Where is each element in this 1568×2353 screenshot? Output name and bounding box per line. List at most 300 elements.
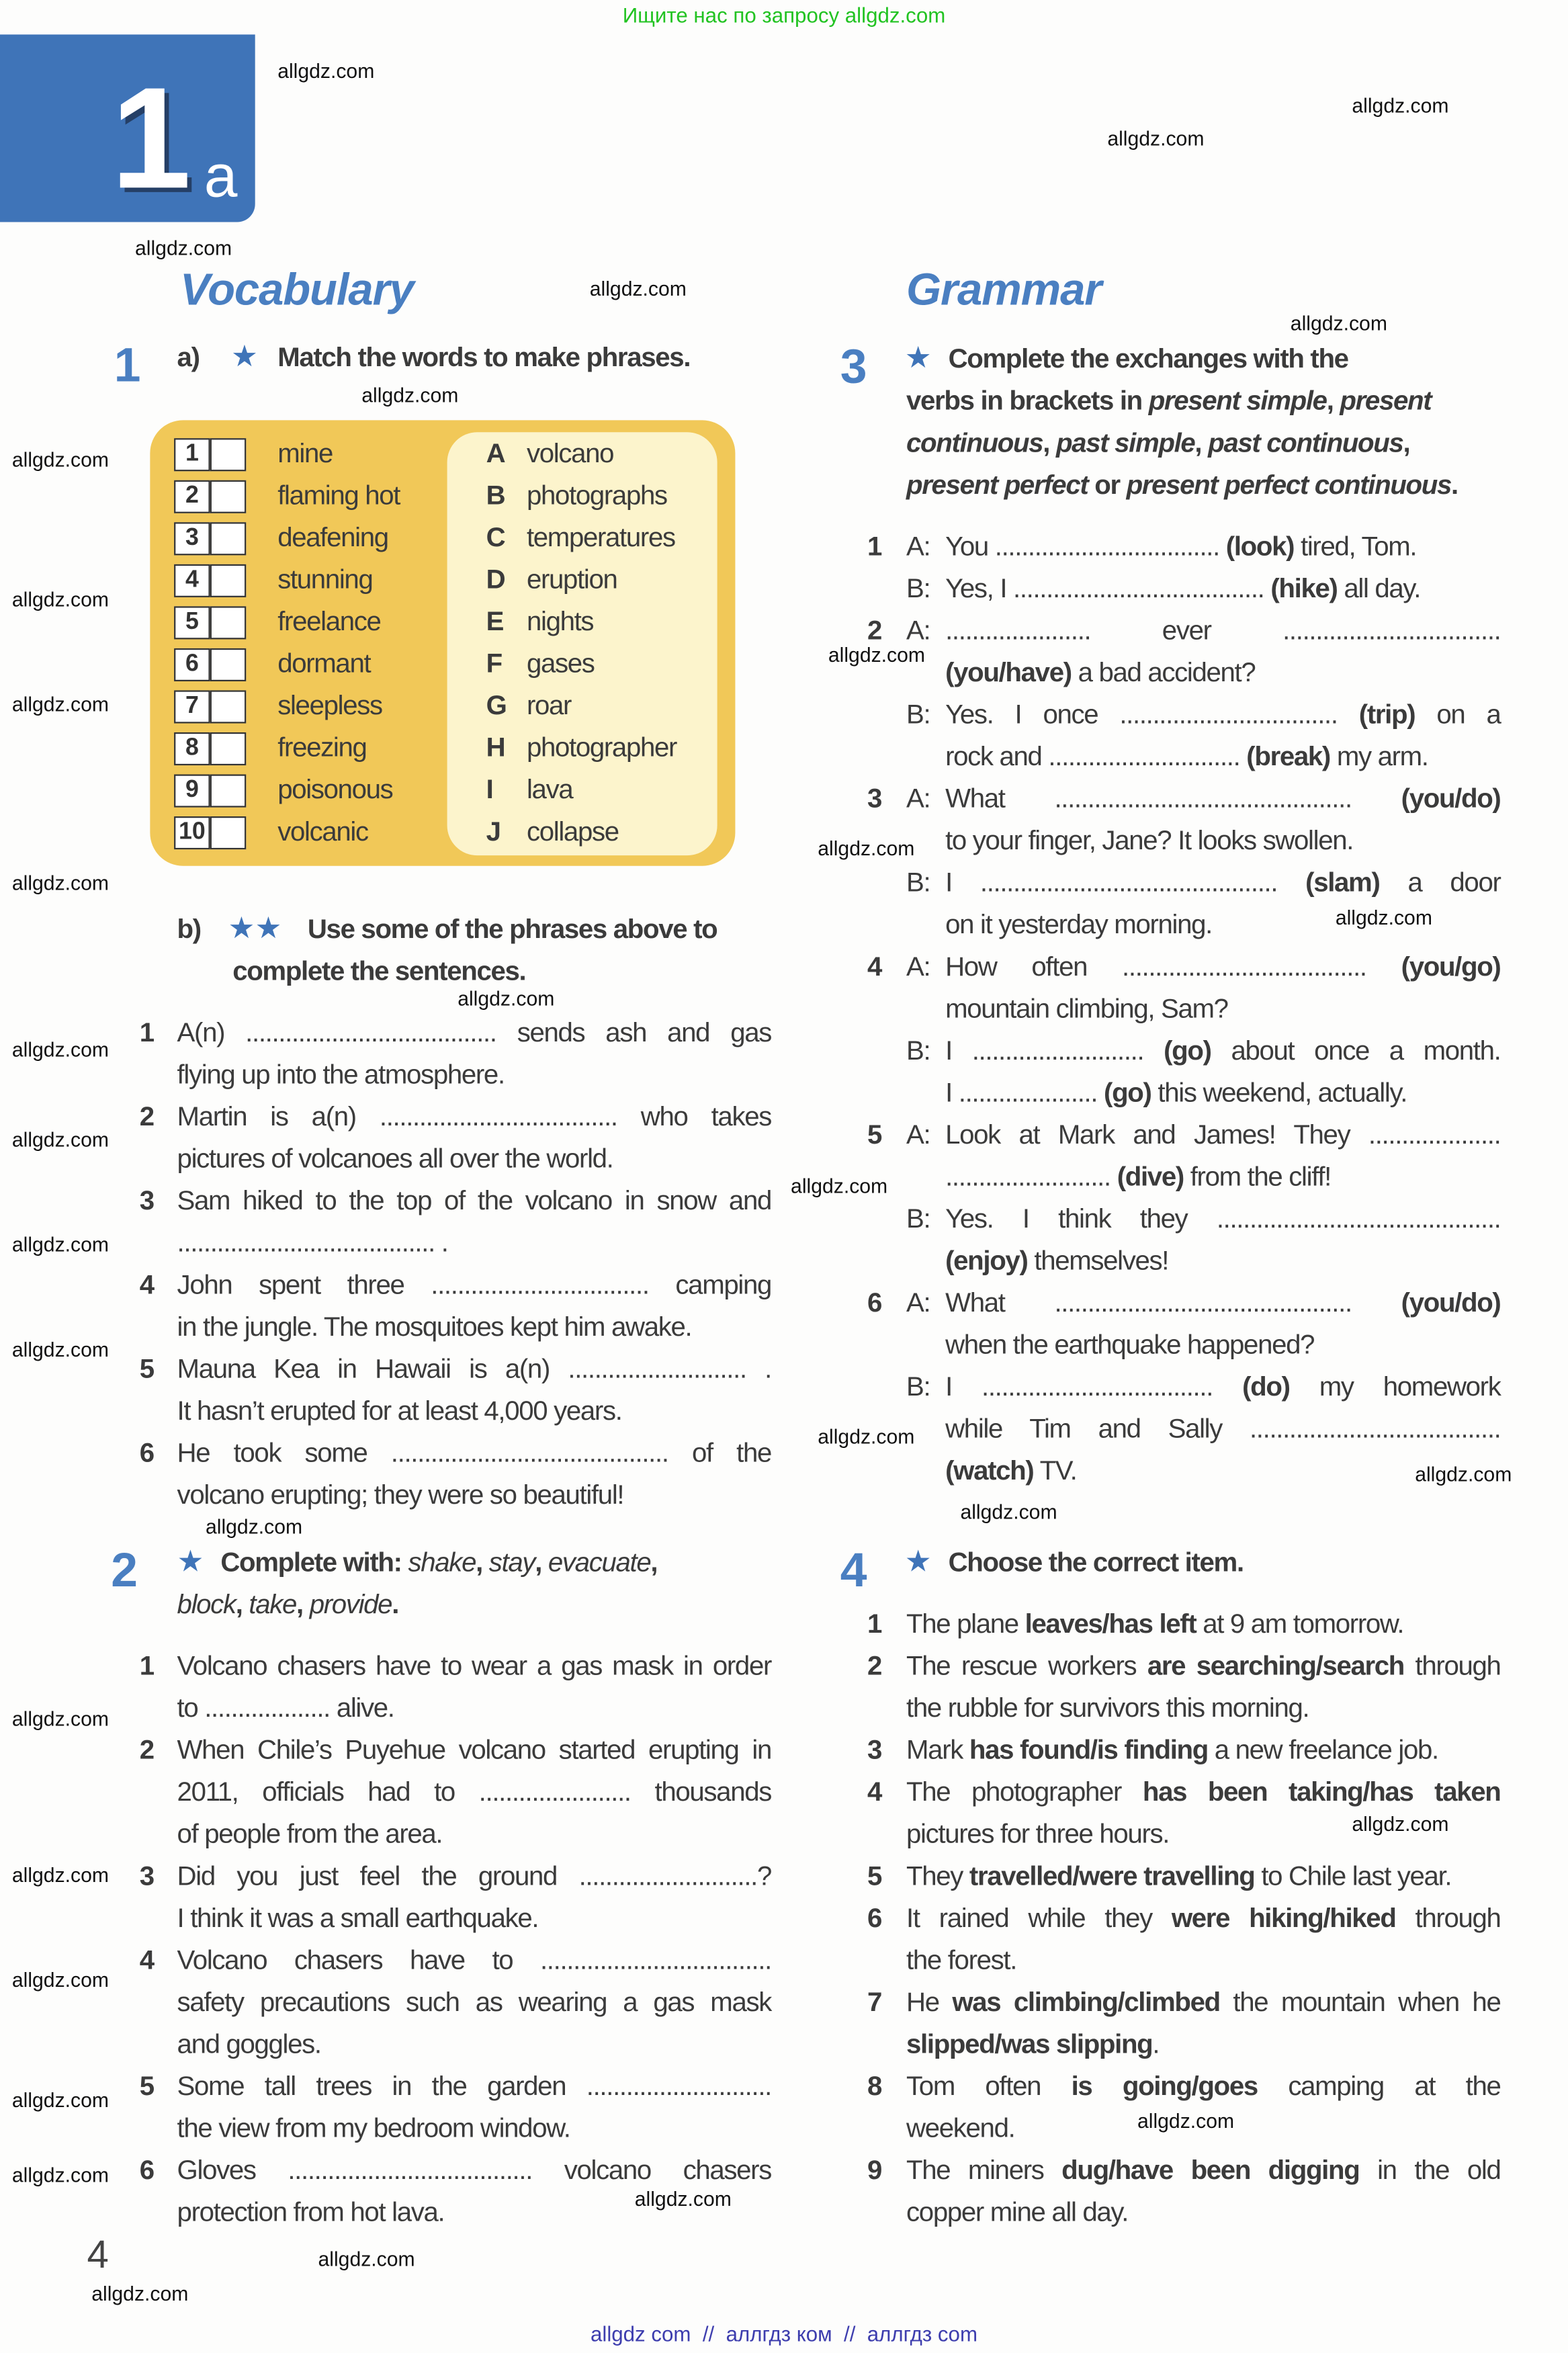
item-number-box: 9 <box>174 774 210 807</box>
emphasis-text: (trip) <box>1358 699 1415 730</box>
sentence-line <box>906 1942 1500 1978</box>
text-segment: a door <box>1379 867 1501 898</box>
option-letter: H <box>486 732 505 763</box>
watermark: allgdz.com <box>11 2164 109 2187</box>
emphasis-text: leaves/has left <box>1025 1609 1196 1639</box>
ex1b-instruction-line-2: complete the sentences. <box>232 955 526 986</box>
text-segment: When Chile’s Puyehue volcano started erupting in <box>177 1734 772 1765</box>
text-segment: my homework <box>1289 1371 1501 1402</box>
text-segment: The plane <box>906 1609 1025 1639</box>
sentence-line <box>906 1813 1500 1852</box>
star-icon: ★ <box>177 1545 204 1579</box>
sentence-line <box>177 1140 771 1176</box>
speaker-label: B: <box>906 867 930 898</box>
emphasis-text: travelled/were travelling <box>969 1860 1255 1891</box>
item-number: 4 <box>867 1777 883 1807</box>
watermark: allgdz.com <box>1290 312 1387 335</box>
exchange-line <box>945 612 1500 648</box>
text-segment: camping at the <box>1257 2071 1501 2101</box>
text-segment: Did you just feel the ground ...........................? <box>177 1860 772 1891</box>
ex3-instruction <box>906 383 1431 419</box>
watermark: allgdz.com <box>458 987 555 1011</box>
grammar-heading: Grammar <box>906 265 1102 316</box>
text-segment: Look at Mark and James! They .................... <box>945 1119 1501 1150</box>
emphasis-text: (you/do) <box>1401 783 1501 814</box>
speaker-label: A: <box>906 1287 930 1318</box>
text-segment: Some tall trees in the garden ............................ <box>177 2071 772 2101</box>
emphasis-text: (you/have) <box>945 657 1072 687</box>
item-number: 5 <box>867 1860 883 1891</box>
exchange-line <box>945 1074 1500 1111</box>
emphasis-text: (go) <box>1164 1035 1211 1066</box>
text-segment: I ................................... <box>945 1371 1243 1402</box>
exchange-line <box>945 1453 1500 1489</box>
item-number: 6 <box>139 1437 155 1468</box>
text-segment: volcano erupting; they were so beautiful! <box>177 1480 624 1510</box>
unit-number: 1 <box>111 58 191 220</box>
right-word: gases <box>526 648 595 679</box>
answer-box[interactable] <box>210 816 247 849</box>
item-number: 3 <box>139 1860 155 1891</box>
left-word: freezing <box>277 732 367 763</box>
answer-box[interactable] <box>210 522 247 555</box>
exercise-2-number: 2 <box>111 1543 138 1597</box>
text-segment: pictures for three hours. <box>906 1819 1170 1849</box>
emphasis-text: , <box>1326 386 1340 416</box>
item-number-box: 1 <box>174 438 210 471</box>
ex1b-instruction-line-1: Use some of the phrases above to <box>307 914 717 944</box>
text-segment: It rained while they <box>906 1903 1172 1933</box>
sentence-line <box>177 2152 771 2188</box>
left-word: poisonous <box>277 774 393 805</box>
sentence-line <box>177 1435 771 1471</box>
item-number: 5 <box>139 2071 155 2101</box>
option-letter: I <box>486 774 493 805</box>
watermark: allgdz.com <box>11 1233 109 1256</box>
emphasis-text: , <box>535 1547 548 1578</box>
speaker-label: A: <box>906 1119 930 1150</box>
left-word: stunning <box>277 564 373 595</box>
text-segment: stay <box>488 1547 535 1578</box>
answer-box[interactable] <box>210 438 247 471</box>
sentence-line <box>177 1015 771 1051</box>
text-segment: ...................... ever ................................. <box>945 615 1501 646</box>
match-row <box>174 648 249 685</box>
ex1b-label: b) <box>177 914 201 944</box>
exchange-line <box>945 1285 1500 1321</box>
text-segment: mountain climbing, Sam? <box>945 993 1228 1024</box>
exchange-line <box>945 1201 1500 1237</box>
emphasis-text: has found/is finding <box>969 1734 1208 1765</box>
option-letter: B <box>486 480 505 511</box>
emphasis-text: slipped/was slipping <box>906 2028 1153 2059</box>
text-segment: Yes. I think they ........................................... <box>945 1203 1501 1234</box>
text-segment: Sam hiked to the top of the volcano in snow and <box>177 1185 772 1216</box>
text-segment: A(n) ...................................... sends ash and gas <box>177 1017 772 1047</box>
emphasis-text: present perfect <box>906 470 1088 500</box>
option-letter: D <box>486 564 505 595</box>
exchange-line <box>945 570 1500 607</box>
option-letter: E <box>486 606 504 637</box>
watermark: allgdz.com <box>828 644 926 667</box>
text-segment: You .................................. <box>945 531 1226 562</box>
sentence-line <box>177 1351 771 1387</box>
watermark: allgdz.com <box>11 1038 109 1062</box>
emphasis-text: (you/do) <box>1401 1287 1501 1318</box>
watermark: allgdz.com <box>1107 127 1205 151</box>
text-segment: of people from the area. <box>177 1819 443 1849</box>
text-segment: evacuate <box>548 1547 651 1578</box>
text-segment: Mark <box>906 1734 969 1765</box>
text-segment: this weekend, actually. <box>1151 1077 1407 1108</box>
sentence-line <box>177 1183 771 1219</box>
option-letter: G <box>486 690 507 721</box>
text-segment: provide <box>309 1589 392 1619</box>
item-number: 2 <box>867 1650 883 1681</box>
sentence-line <box>177 1731 771 1768</box>
text-segment: to Chile last year. <box>1254 1860 1452 1891</box>
item-number: 5 <box>139 1353 155 1384</box>
item-number: 3 <box>139 1185 155 1216</box>
sentence-line <box>177 1774 771 1810</box>
stars-icon: ★★ <box>228 912 282 946</box>
exercise-1-number: 1 <box>114 337 141 392</box>
emphasis-text: was climbing/climbed <box>952 1987 1220 2017</box>
text-segment: rock and ............................. <box>945 741 1247 772</box>
speaker-label: B: <box>906 699 930 730</box>
text-segment: ....................................... . <box>177 1228 448 1258</box>
exchange-line <box>945 1033 1500 1069</box>
text-segment: Volcano chasers have to ................................... <box>177 1944 772 1975</box>
exchange-line <box>945 949 1500 985</box>
text-segment: Martin is a(n) .................................... who takes <box>177 1101 772 1132</box>
item-number: 6 <box>867 1903 883 1933</box>
left-word: mine <box>277 438 333 468</box>
exchange-line <box>945 1410 1500 1447</box>
emphasis-text: , <box>476 1547 489 1578</box>
match-row <box>174 732 249 769</box>
text-segment: to your finger, Jane? It looks swollen. <box>945 825 1354 856</box>
emphasis-text: are searching/search <box>1147 1650 1405 1681</box>
match-row <box>174 438 249 474</box>
answer-box[interactable] <box>210 564 247 597</box>
text-segment: Tom often <box>906 2071 1072 2101</box>
item-number: 4 <box>139 1944 155 1975</box>
emphasis-text: , <box>1194 427 1209 458</box>
emphasis-text: (go) <box>1104 1077 1151 1108</box>
item-number: 2 <box>139 1734 155 1765</box>
left-word: dormant <box>277 648 371 679</box>
sentence-line <box>177 1056 771 1093</box>
exchange-line <box>945 528 1500 564</box>
speaker-label: B: <box>906 1035 930 1066</box>
emphasis-text: (enjoy) <box>945 1245 1028 1276</box>
ex3-instruction <box>906 467 1458 503</box>
answer-box[interactable] <box>210 690 247 723</box>
match-row <box>174 606 249 642</box>
unit-letter: a <box>204 144 238 210</box>
item-number: 4 <box>139 1269 155 1300</box>
sentence-line <box>177 1858 771 1894</box>
sentence-line <box>906 1774 1500 1810</box>
text-segment: 2011, officials had to ....................... thousands <box>177 1777 772 1807</box>
item-number: 4 <box>867 951 883 982</box>
sentence-line <box>177 1225 771 1261</box>
answer-box[interactable] <box>210 648 247 681</box>
exchange-line <box>945 780 1500 816</box>
sentence-line <box>177 1393 771 1429</box>
watermark: allgdz.com <box>318 2248 415 2271</box>
watermark: allgdz.com <box>11 1338 109 1361</box>
item-number-box: 4 <box>174 564 210 597</box>
watermark: allgdz.com <box>135 237 232 260</box>
text-segment: What ............................................. <box>945 1287 1401 1318</box>
right-word: photographer <box>526 732 677 763</box>
text-segment: Gloves ..................................... volcano chasers <box>177 2155 772 2185</box>
sentence-line <box>906 1731 1500 1768</box>
text-segment: I ............................................. <box>945 867 1306 898</box>
watermark: allgdz.com <box>1335 906 1432 929</box>
watermark: allgdz.com <box>11 1128 109 1152</box>
watermark: allgdz.com <box>11 2089 109 2112</box>
watermark: allgdz.com <box>11 448 109 472</box>
text-segment: themselves! <box>1027 1245 1169 1276</box>
item-number: 1 <box>139 1650 155 1681</box>
option-letter: J <box>486 816 500 847</box>
star-icon: ★ <box>904 342 932 376</box>
emphasis-text: , <box>1043 427 1056 458</box>
text-segment: Mauna Kea in Hawaii is a(n) ........................... . <box>177 1353 772 1384</box>
item-number: 6 <box>867 1287 883 1318</box>
text-segment: at 9 am tomorrow. <box>1196 1609 1404 1639</box>
right-word: lava <box>526 774 573 805</box>
text-segment: What ............................................. <box>945 783 1401 814</box>
exchange-line <box>945 990 1500 1027</box>
answer-box[interactable] <box>210 732 247 765</box>
match-row <box>174 522 249 558</box>
text-segment: The photographer <box>906 1777 1143 1807</box>
left-word: freelance <box>277 606 381 637</box>
exchange-line <box>945 822 1500 859</box>
sentence-line <box>906 1606 1500 1642</box>
emphasis-text: continuous <box>906 427 1043 458</box>
exchange-line <box>945 906 1500 943</box>
watermark: allgdz.com <box>818 837 915 860</box>
text-segment: while Tim and Sally ...................................... <box>945 1413 1501 1444</box>
sentence-line <box>177 1690 771 1726</box>
ex1a-instruction: Match the words to make phrases. <box>277 342 691 372</box>
right-word: nights <box>526 606 594 637</box>
text-segment: I .......................... <box>945 1035 1164 1066</box>
match-row <box>174 774 249 810</box>
exchange-line <box>945 1326 1500 1363</box>
text-segment: through <box>1404 1650 1501 1681</box>
sentence-line <box>177 1099 771 1135</box>
option-letter: A <box>486 438 505 468</box>
watermark: allgdz.com <box>361 384 459 407</box>
emphasis-text: were hiking/hiked <box>1171 1903 1396 1933</box>
item-number-box: 7 <box>174 690 210 723</box>
match-row <box>174 816 249 853</box>
text-segment: protection from hot lava. <box>177 2196 445 2227</box>
sentence-line <box>906 1984 1500 2020</box>
sentence-line <box>906 1858 1500 1894</box>
answer-box[interactable] <box>210 606 247 639</box>
right-word: volcano <box>526 438 614 468</box>
watermark: allgdz.com <box>1352 1813 1449 1836</box>
item-number: 3 <box>867 1734 883 1765</box>
text-segment: . <box>1152 2028 1160 2059</box>
item-number-box: 10 <box>174 816 210 849</box>
exercise-3-number: 3 <box>840 339 867 394</box>
sentence-line <box>177 1984 771 2020</box>
right-word: roar <box>526 690 572 721</box>
item-number: 1 <box>139 1017 155 1047</box>
item-number-box: 5 <box>174 606 210 639</box>
watermark: allgdz.com <box>11 693 109 716</box>
item-number: 1 <box>867 1609 883 1639</box>
sentence-line <box>177 2194 771 2230</box>
exchange-line <box>945 1158 1500 1195</box>
text-segment: through <box>1395 1903 1501 1933</box>
emphasis-text: has been taking/has taken <box>1142 1777 1501 1807</box>
sentence-line <box>906 2026 1500 2062</box>
sentence-line <box>177 2110 771 2146</box>
sentence-line <box>177 2068 771 2104</box>
option-letter: C <box>486 522 505 552</box>
ex2-instruction <box>220 1544 657 1580</box>
emphasis-text: (hike) <box>1270 573 1338 603</box>
text-segment: on a <box>1415 699 1501 730</box>
ex1a-label: a) <box>177 342 200 372</box>
sentence-line <box>906 2152 1500 2188</box>
watermark: allgdz.com <box>1137 2110 1235 2133</box>
sentence-line <box>906 1900 1500 1936</box>
footer-links: allgdz com // аллгдз ком // аллгдз com <box>590 2321 978 2346</box>
item-number: 6 <box>139 2155 155 2185</box>
sentence-line <box>177 1477 771 1513</box>
speaker-label: B: <box>906 573 930 603</box>
ex2-instruction <box>177 1586 399 1623</box>
item-number: 1 <box>867 531 883 562</box>
exchange-line <box>945 654 1500 691</box>
watermark: allgdz.com <box>1415 1463 1512 1486</box>
answer-box[interactable] <box>210 480 247 513</box>
text-segment: all day. <box>1337 573 1421 603</box>
watermark: allgdz.com <box>11 1707 109 1731</box>
text-segment: from the cliff! <box>1183 1161 1332 1192</box>
sentence-line <box>906 2194 1500 2230</box>
emphasis-text: past simple <box>1055 427 1195 458</box>
text-segment: to ................... alive. <box>177 1693 394 1723</box>
sentence-line <box>177 1648 771 1684</box>
text-segment: a new freelance job. <box>1207 1734 1438 1765</box>
text-segment: a bad accident? <box>1071 657 1256 687</box>
emphasis-text: present simple <box>1148 386 1327 416</box>
sentence-line <box>177 1816 771 1852</box>
watermark: allgdz.com <box>11 588 109 611</box>
emphasis-text: present perfect continuous <box>1126 470 1452 500</box>
emphasis-text: Complete with: <box>220 1547 408 1578</box>
text-segment: John spent three ................................. camping <box>177 1269 772 1300</box>
page-number: 4 <box>87 2231 109 2277</box>
ex4-instruction: Choose the correct item. <box>948 1547 1244 1578</box>
emphasis-text: verbs in brackets in <box>906 386 1149 416</box>
sentence-line <box>177 1900 771 1936</box>
sentence-line <box>177 1267 771 1303</box>
item-number: 2 <box>139 1101 155 1132</box>
text-segment: pictures of volcanoes all over the world. <box>177 1143 613 1174</box>
emphasis-text: (you/go) <box>1401 951 1501 982</box>
answer-box[interactable] <box>210 774 247 807</box>
emphasis-text: , <box>1403 427 1410 458</box>
text-segment: the rubble for survivors this morning. <box>906 1693 1309 1723</box>
text-segment: Yes, I ...................................... <box>945 573 1271 603</box>
text-segment: He <box>906 1987 953 2017</box>
left-word: deafening <box>277 522 388 552</box>
text-segment: Volcano chasers have to wear a gas mask in order <box>177 1650 772 1681</box>
emphasis-text: (break) <box>1246 741 1330 772</box>
option-letter: F <box>486 648 502 679</box>
item-number-box: 3 <box>174 522 210 555</box>
text-segment: They <box>906 1860 969 1891</box>
item-number: 3 <box>867 783 883 814</box>
text-segment: TV. <box>1033 1455 1077 1486</box>
item-number: 7 <box>867 1987 883 2017</box>
text-segment: Yes. I once ................................. <box>945 699 1359 730</box>
ex3-instruction <box>906 425 1409 461</box>
emphasis-text: (do) <box>1242 1371 1290 1402</box>
left-word: flaming hot <box>277 480 400 511</box>
star-icon: ★ <box>904 1545 932 1579</box>
watermark: allgdz.com <box>634 2188 732 2211</box>
text-segment: He took some .......................................... of the <box>177 1437 772 1468</box>
item-number: 5 <box>867 1119 883 1150</box>
text-segment: The miners <box>906 2155 1062 2185</box>
emphasis-text: . <box>392 1589 399 1619</box>
speaker-label: A: <box>906 951 930 982</box>
emphasis-text: dug/have been digging <box>1061 2155 1360 2185</box>
speaker-label: A: <box>906 783 930 814</box>
text-segment: the mountain when he <box>1219 1987 1501 2017</box>
text-segment: I ..................... <box>945 1077 1104 1108</box>
text-segment: about once a month. <box>1211 1035 1501 1066</box>
item-number-box: 8 <box>174 732 210 765</box>
left-word: sleepless <box>277 690 382 721</box>
star-icon: ★ <box>230 341 259 374</box>
match-row <box>174 564 249 601</box>
watermark: allgdz.com <box>11 871 109 895</box>
text-segment: How often ..................................... <box>945 951 1401 982</box>
top-banner: Ищите нас по запросу allgdz.com <box>622 3 946 28</box>
emphasis-text: (watch) <box>945 1455 1034 1486</box>
text-segment: take <box>249 1589 297 1619</box>
emphasis-text: present <box>1340 386 1432 416</box>
emphasis-text: , <box>650 1547 658 1578</box>
sentence-line <box>177 1942 771 1978</box>
exchange-line <box>945 696 1500 732</box>
watermark: allgdz.com <box>1352 94 1449 118</box>
text-segment: The rescue workers <box>906 1650 1147 1681</box>
item-number: 9 <box>867 2155 883 2185</box>
watermark: allgdz.com <box>818 1425 915 1449</box>
watermark: allgdz.com <box>91 2282 189 2305</box>
emphasis-text: (slam) <box>1305 867 1380 898</box>
watermark: allgdz.com <box>960 1500 1057 1524</box>
text-segment: safety precautions such as wearing a gas mask <box>177 1987 772 2017</box>
text-segment: copper mine all day. <box>906 2196 1129 2227</box>
emphasis-text: past continuous <box>1208 427 1403 458</box>
